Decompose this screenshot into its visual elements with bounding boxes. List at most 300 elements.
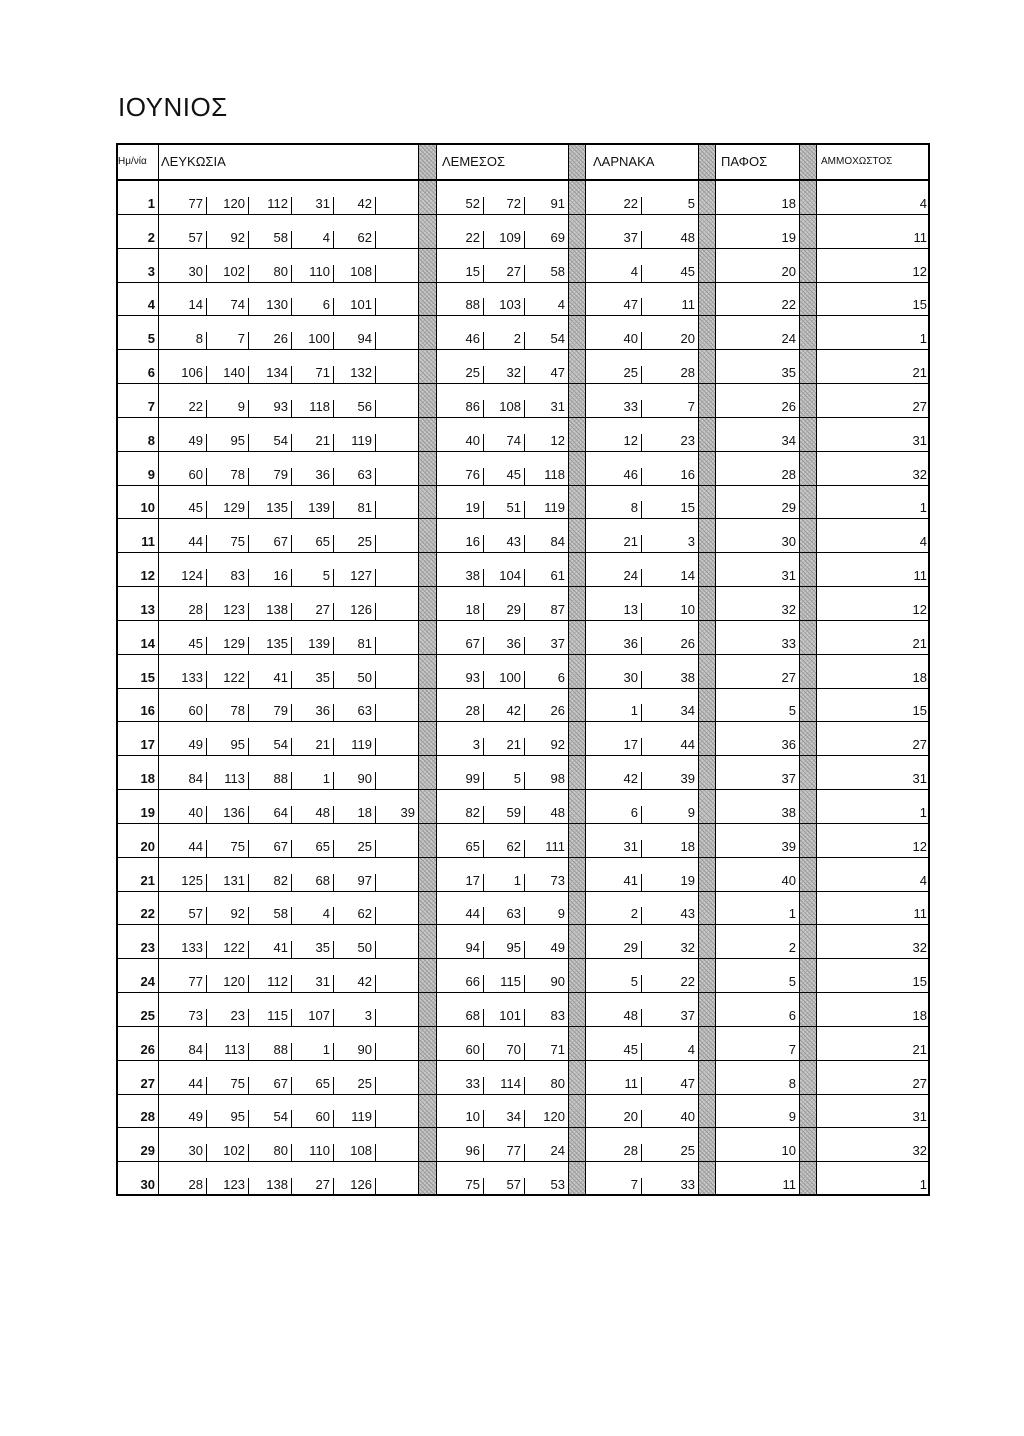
cell-tick (524, 704, 525, 722)
larnaka-value: 43 (680, 906, 695, 922)
lefkosia-value: 4 (322, 229, 330, 245)
lemesos-value: 75 (465, 1177, 480, 1192)
row-line (118, 924, 928, 925)
cell-tick (291, 806, 292, 824)
lefkosia-value: 75 (230, 1075, 245, 1091)
cell-tick (375, 569, 376, 587)
lefkosia-value: 36 (315, 703, 330, 719)
lefkosia-value: 135 (266, 635, 288, 651)
lefkosia-value: 132 (350, 365, 372, 380)
cell-tick (333, 434, 334, 452)
cell-tick (483, 941, 484, 959)
lefkosia-value: 65 (315, 534, 330, 550)
column-divider (568, 143, 569, 1196)
larnaka-value: 28 (623, 1143, 638, 1159)
cell-tick (641, 366, 642, 384)
cell-tick (333, 1110, 334, 1128)
lefkosia-value: 133 (181, 940, 203, 956)
larnaka-value: 7 (687, 398, 695, 414)
larnaka-value: 14 (680, 568, 695, 583)
cell-tick (206, 434, 207, 452)
lefkosia-value: 21 (315, 737, 330, 753)
lefkosia-value (376, 329, 418, 349)
lemesos-value: 29 (506, 601, 521, 617)
lemesos-value: 91 (550, 195, 565, 211)
larnaka-value: 22 (623, 195, 638, 211)
day-number: 23 (140, 940, 155, 956)
larnaka-value: 38 (680, 669, 695, 685)
lemesos-value: 53 (550, 1177, 565, 1192)
cell-tick (291, 1043, 292, 1061)
cell-tick (333, 907, 334, 925)
cell-tick (333, 1009, 334, 1027)
pafos-value: 19 (781, 229, 796, 245)
lefkosia-value: 41 (273, 669, 288, 685)
lefkosia-value (376, 1006, 418, 1026)
lefkosia-value (376, 837, 418, 857)
larnaka-value: 11 (624, 1075, 638, 1091)
lefkosia-value: 49 (188, 1109, 203, 1125)
cell-tick (375, 535, 376, 553)
lefkosia-value: 65 (315, 1075, 330, 1091)
lemesos-value: 17 (465, 872, 480, 888)
lemesos-value: 51 (506, 500, 521, 516)
lemesos-value: 92 (550, 737, 565, 753)
row-line (118, 1026, 928, 1027)
lefkosia-value: 133 (181, 669, 203, 685)
lefkosia-value: 50 (357, 940, 372, 956)
day-number: 8 (147, 432, 155, 448)
pafos-value: 27 (781, 669, 796, 685)
lefkosia-value (376, 769, 418, 789)
larnaka-value: 40 (623, 331, 638, 347)
cell-tick (206, 197, 207, 215)
lefkosia-value (376, 397, 418, 417)
cell-tick (375, 1178, 376, 1196)
larnaka-value: 15 (680, 500, 695, 516)
lefkosia-value: 62 (357, 906, 372, 922)
lefkosia-value: 135 (266, 500, 288, 516)
cell-tick (291, 603, 292, 621)
larnaka-value: 41 (623, 872, 638, 888)
cell-tick (333, 840, 334, 858)
lefkosia-value: 75 (230, 534, 245, 550)
lemesos-value: 80 (550, 1075, 565, 1091)
larnaka-value: 2 (630, 906, 638, 922)
larnaka-value: 20 (623, 1109, 638, 1125)
lemesos-value: 68 (465, 1007, 480, 1023)
lefkosia-value: 58 (273, 229, 288, 245)
ammochostos-value: 12 (912, 838, 927, 854)
cell-tick (375, 907, 376, 925)
lefkosia-value: 119 (351, 432, 372, 448)
lefkosia-value: 110 (309, 263, 330, 279)
cell-tick (291, 501, 292, 519)
cell-tick (375, 400, 376, 418)
lefkosia-value: 44 (188, 838, 203, 854)
cell-tick (206, 366, 207, 384)
lemesos-value: 4 (557, 297, 565, 313)
lefkosia-value (376, 1107, 418, 1127)
cell-tick (375, 874, 376, 892)
cell-tick (291, 366, 292, 384)
lefkosia-value: 126 (350, 1177, 372, 1192)
cell-tick (641, 941, 642, 959)
cell-tick (641, 1110, 642, 1128)
day-number: 21 (140, 872, 155, 888)
cell-tick (291, 1178, 292, 1196)
lemesos-value: 12 (550, 432, 565, 448)
lefkosia-value: 14 (188, 297, 203, 313)
cell-tick (483, 265, 484, 283)
lefkosia-value: 95 (230, 1109, 245, 1125)
cell-tick (248, 840, 249, 858)
lefkosia-value: 49 (188, 737, 203, 753)
row-line (118, 1060, 928, 1061)
lemesos-value: 95 (506, 940, 521, 956)
row-line (118, 315, 928, 316)
header-date: Ημ/νία (118, 156, 147, 167)
cell-tick (524, 468, 525, 486)
lefkosia-value: 48 (315, 804, 330, 820)
day-number: 17 (140, 737, 155, 753)
cell-tick (333, 806, 334, 824)
lefkosia-value: 93 (273, 398, 288, 414)
lemesos-value: 9 (557, 906, 565, 922)
lemesos-value: 76 (465, 466, 480, 482)
lefkosia-value: 122 (223, 940, 245, 956)
pafos-value: 7 (788, 1041, 796, 1057)
lefkosia-value: 139 (308, 635, 330, 651)
lefkosia-value: 65 (315, 838, 330, 854)
cell-tick (641, 704, 642, 722)
lefkosia-value: 118 (309, 398, 330, 414)
lemesos-value: 73 (550, 872, 565, 888)
pafos-value: 39 (781, 838, 796, 854)
cell-tick (375, 704, 376, 722)
lemesos-value: 28 (465, 703, 480, 719)
cell-tick (524, 197, 525, 215)
column-divider (799, 143, 800, 1196)
cell-tick (206, 637, 207, 655)
lefkosia-value: 42 (357, 195, 372, 211)
lefkosia-value: 6 (322, 297, 330, 313)
cell-tick (291, 298, 292, 316)
cell-tick (248, 907, 249, 925)
lefkosia-value: 16 (273, 568, 288, 583)
lefkosia-value: 84 (188, 1041, 203, 1057)
ammochostos-value: 32 (912, 1143, 927, 1159)
cell-tick (291, 468, 292, 486)
row-line (118, 891, 928, 892)
lefkosia-value: 90 (357, 771, 372, 786)
day-number: 25 (140, 1007, 155, 1023)
lefkosia-value: 30 (188, 1143, 203, 1159)
lemesos-value: 90 (550, 974, 565, 989)
lefkosia-value (376, 295, 418, 315)
cell-tick (333, 366, 334, 384)
lefkosia-value: 97 (357, 872, 372, 888)
lemesos-value: 66 (465, 974, 480, 989)
cell-tick (206, 332, 207, 350)
lefkosia-value: 134 (266, 365, 288, 380)
cell-tick (206, 738, 207, 756)
lemesos-value: 2 (513, 331, 521, 347)
cell-tick (248, 1144, 249, 1162)
larnaka-value: 25 (680, 1143, 695, 1159)
day-number: 13 (140, 601, 155, 617)
cell-tick (641, 535, 642, 553)
larnaka-value: 46 (623, 466, 638, 482)
cell-tick (641, 637, 642, 655)
pafos-value: 18 (781, 195, 796, 211)
cell-tick (248, 1077, 249, 1095)
cell-tick (206, 603, 207, 621)
row-line (118, 451, 928, 452)
lefkosia-value: 113 (224, 771, 245, 786)
cell-tick (375, 197, 376, 215)
cell-tick (291, 1144, 292, 1162)
lefkosia-value: 82 (273, 872, 288, 888)
day-number: 9 (147, 466, 155, 482)
cell-tick (206, 298, 207, 316)
cell-tick (483, 603, 484, 621)
cell-tick (291, 1110, 292, 1128)
cell-tick (641, 1043, 642, 1061)
cell-tick (641, 400, 642, 418)
cell-tick (375, 1043, 376, 1061)
lemesos-value: 24 (550, 1143, 565, 1159)
pafos-value: 38 (781, 804, 796, 820)
larnaka-value: 22 (680, 974, 695, 989)
lefkosia-value: 8 (195, 331, 203, 347)
lefkosia-value: 115 (267, 1007, 288, 1023)
row-line (118, 721, 928, 722)
lefkosia-value: 62 (357, 229, 372, 245)
lefkosia-value: 113 (224, 1041, 245, 1057)
lefkosia-value: 79 (273, 466, 288, 482)
day-number: 11 (141, 534, 155, 550)
ammochostos-value: 15 (912, 974, 927, 989)
lefkosia-value: 45 (188, 500, 203, 516)
cell-tick (483, 806, 484, 824)
lefkosia-value: 81 (357, 500, 372, 516)
lemesos-value: 36 (506, 635, 521, 651)
lefkosia-value: 58 (273, 906, 288, 922)
cell-tick (483, 231, 484, 249)
lefkosia-value: 49 (188, 432, 203, 448)
cell-tick (291, 197, 292, 215)
cell-tick (524, 501, 525, 519)
day-number: 27 (140, 1075, 155, 1091)
lefkosia-value: 92 (230, 229, 245, 245)
separator-band (799, 143, 816, 1196)
header-ammochostos: ΑΜΜΟΧΩΣΤΟΣ (821, 156, 893, 167)
cell-tick (206, 874, 207, 892)
lefkosia-value: 107 (308, 1007, 330, 1023)
day-number: 3 (147, 263, 155, 279)
row-line (118, 214, 928, 215)
lemesos-value: 62 (506, 838, 521, 854)
lefkosia-value: 73 (188, 1007, 203, 1023)
ammochostos-value: 27 (912, 398, 927, 414)
cell-tick (483, 704, 484, 722)
ammochostos-value: 31 (912, 1109, 927, 1125)
header-lemesos: ΛΕΜΕΣΟΣ (442, 154, 506, 169)
lemesos-value: 21 (506, 737, 521, 753)
cell-tick (248, 704, 249, 722)
day-number: 5 (147, 331, 155, 347)
lefkosia-value: 84 (188, 771, 203, 786)
lefkosia-value: 130 (266, 297, 288, 313)
lemesos-value: 83 (550, 1007, 565, 1023)
cell-tick (206, 941, 207, 959)
cell-tick (375, 738, 376, 756)
cell-tick (333, 772, 334, 790)
lefkosia-value: 126 (350, 601, 372, 617)
lemesos-value: 120 (543, 1109, 565, 1125)
larnaka-value: 16 (680, 466, 695, 482)
ammochostos-value: 1 (919, 500, 927, 516)
ammochostos-value: 4 (919, 534, 927, 550)
lefkosia-value: 54 (273, 432, 288, 448)
lefkosia-value: 110 (309, 1143, 330, 1159)
lefkosia-value (376, 363, 418, 383)
larnaka-value: 30 (623, 669, 638, 685)
day-number: 15 (140, 669, 155, 685)
cell-tick (483, 637, 484, 655)
cell-tick (291, 1077, 292, 1095)
lefkosia-value: 129 (223, 635, 245, 651)
lefkosia-value: 112 (267, 195, 288, 211)
cell-tick (333, 975, 334, 993)
cell-tick (483, 671, 484, 689)
row-line (118, 620, 928, 621)
cell-tick (206, 975, 207, 993)
lefkosia-value: 36 (315, 466, 330, 482)
lefkosia-value: 102 (223, 263, 245, 279)
cell-tick (483, 468, 484, 486)
row-line (118, 958, 928, 959)
day-number: 7 (147, 398, 155, 414)
larnaka-value: 45 (623, 1041, 638, 1057)
row-line (118, 992, 928, 993)
pafos-value: 1 (788, 906, 796, 922)
larnaka-value: 32 (680, 940, 695, 956)
lemesos-value: 114 (500, 1075, 521, 1091)
lefkosia-value: 25 (357, 534, 372, 550)
cell-tick (641, 1178, 642, 1196)
cell-tick (333, 535, 334, 553)
lemesos-value: 82 (465, 804, 480, 820)
cell-tick (524, 738, 525, 756)
cell-tick (641, 197, 642, 215)
cell-tick (206, 671, 207, 689)
cell-tick (206, 468, 207, 486)
cell-tick (483, 197, 484, 215)
lemesos-value: 16 (465, 534, 480, 550)
cell-tick (375, 468, 376, 486)
cell-tick (483, 400, 484, 418)
cell-tick (641, 332, 642, 350)
lefkosia-value: 35 (315, 940, 330, 956)
day-number: 12 (140, 568, 155, 583)
cell-tick (333, 671, 334, 689)
lefkosia-value: 57 (188, 229, 203, 245)
row-line (118, 485, 928, 486)
lefkosia-value: 78 (230, 703, 245, 719)
lefkosia-value: 9 (237, 398, 245, 414)
cell-tick (375, 434, 376, 452)
lefkosia-value: 44 (188, 534, 203, 550)
cell-tick (524, 569, 525, 587)
cell-tick (641, 603, 642, 621)
cell-tick (375, 332, 376, 350)
ammochostos-value: 21 (912, 365, 927, 380)
lefkosia-value: 67 (273, 534, 288, 550)
lefkosia-value: 54 (273, 737, 288, 753)
lefkosia-value: 122 (223, 669, 245, 685)
pafos-value: 26 (781, 398, 796, 414)
cell-tick (291, 332, 292, 350)
lefkosia-value: 40 (188, 804, 203, 820)
pafos-value: 28 (781, 466, 796, 482)
cell-tick (483, 772, 484, 790)
separator-band (418, 143, 436, 1196)
larnaka-value: 31 (623, 838, 638, 854)
cell-tick (524, 434, 525, 452)
lefkosia-value (376, 532, 418, 552)
lemesos-value: 22 (465, 229, 480, 245)
lefkosia-value: 63 (357, 466, 372, 482)
cell-tick (375, 975, 376, 993)
day-number: 28 (140, 1109, 155, 1125)
lefkosia-value (376, 871, 418, 891)
row-line (118, 586, 928, 587)
larnaka-value: 11 (681, 297, 695, 313)
page-title: ΙΟΥΝΙΟΣ (118, 92, 228, 122)
ammochostos-value: 15 (912, 703, 927, 719)
cell-tick (291, 840, 292, 858)
larnaka-value: 6 (630, 804, 638, 820)
lemesos-value: 119 (544, 500, 565, 516)
cell-tick (524, 637, 525, 655)
cell-tick (333, 1178, 334, 1196)
lemesos-value: 70 (506, 1041, 521, 1057)
cell-tick (524, 603, 525, 621)
cell-tick (641, 501, 642, 519)
row-line (118, 248, 928, 249)
lemesos-value: 88 (465, 297, 480, 313)
lefkosia-value: 90 (357, 1041, 372, 1057)
lemesos-value: 59 (506, 804, 521, 820)
cell-tick (248, 738, 249, 756)
lefkosia-value: 42 (357, 974, 372, 989)
cell-tick (206, 806, 207, 824)
cell-tick (641, 1144, 642, 1162)
row-line (118, 1127, 928, 1128)
cell-tick (641, 840, 642, 858)
lefkosia-value: 108 (350, 263, 372, 279)
lefkosia-value: 77 (188, 195, 203, 211)
lefkosia-value (376, 194, 418, 214)
ammochostos-value: 27 (912, 737, 927, 753)
lemesos-value: 52 (465, 195, 480, 211)
cell-tick (483, 1009, 484, 1027)
cell-tick (375, 231, 376, 249)
ammochostos-value: 4 (919, 195, 927, 211)
cell-tick (483, 1144, 484, 1162)
